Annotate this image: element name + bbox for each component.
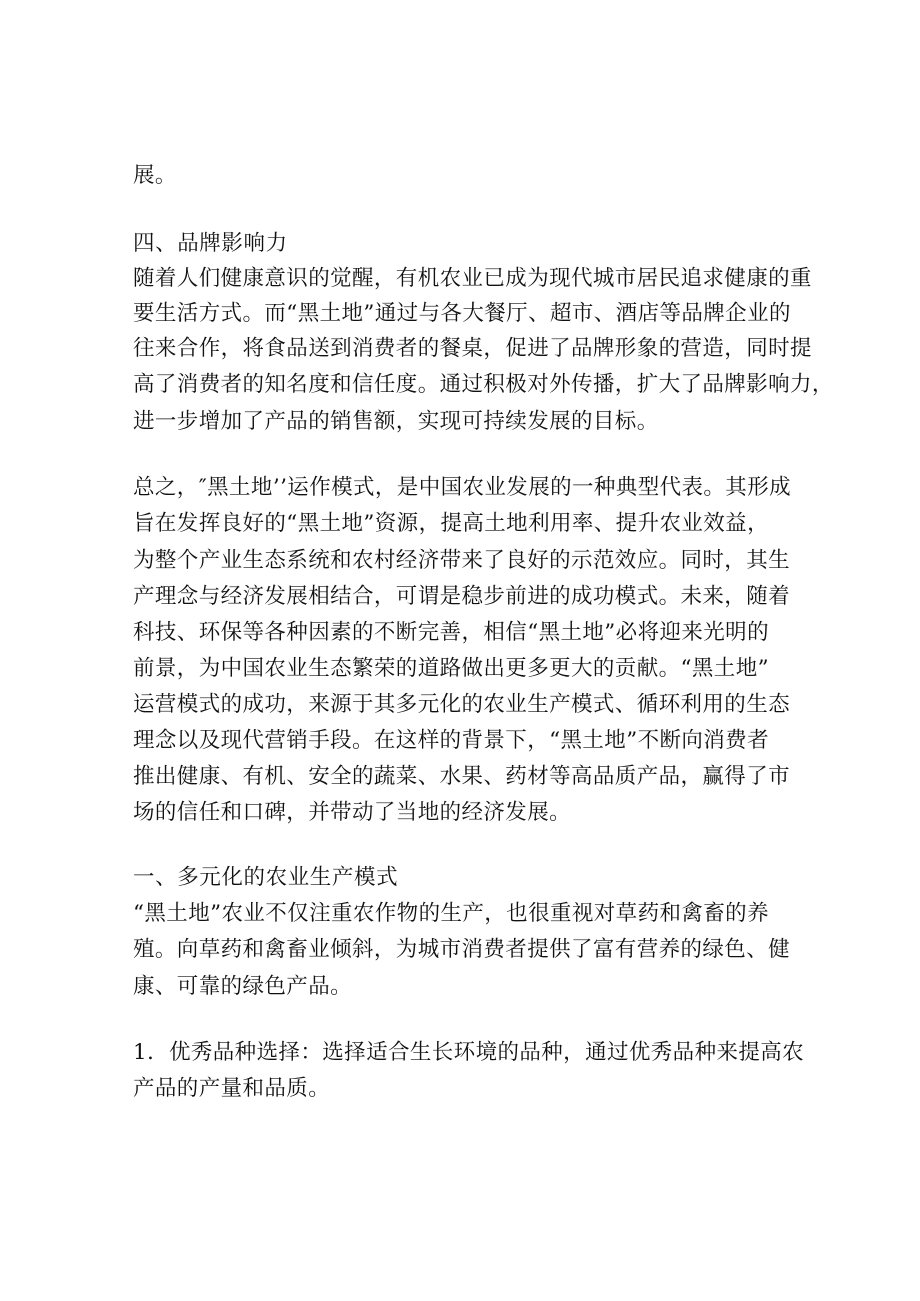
- section-4-line-1: 随着人们健康意识的觉醒，有机农业已成为现代城市居民追求健康的重: [133, 266, 812, 291]
- section-4-line-3: 往来合作，将食品送到消费者的餐桌，促进了品牌形象的营造，同时提: [133, 336, 812, 361]
- section-4-line-4: 高了消费者的知名度和信任度。通过积极对外传播，扩大了品牌影响力，: [133, 372, 834, 397]
- section-4-line-5: 进一步增加了产品的销售额，实现可持续发展的目标。: [133, 409, 659, 434]
- section-1-line-3: 康、可靠的绿色产品。: [133, 974, 353, 999]
- summary-line-3: 为整个产业生态系统和农村经济带来了良好的示范效应。同时，其生: [133, 548, 791, 573]
- item-1-line-2: 产品的产量和品质。: [133, 1076, 331, 1101]
- section-1-title: 一、多元化的农业生产模式: [133, 865, 399, 890]
- section-1-line-2: 殖。向草药和禽畜业倾斜，为城市消费者提供了富有营养的绿色、健: [133, 937, 791, 962]
- section-4-line-2: 要生活方式。而“黑土地”通过与各大餐厅、超市、酒店等品牌企业的: [133, 301, 791, 326]
- summary-line-2: 旨在发挥良好的“黑土地”资源，提高土地利用率、提升农业效益，: [133, 511, 769, 536]
- summary-line-4: 产理念与经济发展相结合，可谓是稳步前进的成功模式。未来，随着: [133, 584, 791, 609]
- summary-line-9: 推出健康、有机、安全的蔬菜、水果、药材等高品质产品，赢得了市: [133, 764, 791, 789]
- summary-line-1: 总之，″黑土地’’运作模式，是中国农业发展的一种典型代表。其形成: [133, 475, 792, 500]
- summary-line-7: 运营模式的成功，来源于其多元化的农业生产模式、循环利用的生态: [133, 692, 791, 717]
- intro-tail-text: 展。: [133, 163, 177, 188]
- summary-line-10: 场的信任和口碑，并带动了当地的经济发展。: [133, 800, 572, 825]
- item-1-line-1: 1．优秀品种选择：选择适合生长环境的品种，通过优秀品种来提高农: [133, 1040, 805, 1065]
- summary-line-5: 科技、环保等各种因素的不断完善，相信“黑土地”必将迎来光明的: [133, 620, 769, 645]
- summary-line-8: 理念以及现代营销手段。在这样的背景下，“黑土地”不断向消费者: [133, 728, 769, 753]
- section-1-line-1: “黑土地”农业不仅注重农作物的生产，也很重视对草药和禽畜的养: [133, 901, 769, 926]
- summary-line-6: 前景，为中国农业生态繁荣的道路做出更多更大的贡献。“黑土地”: [133, 656, 769, 681]
- section-4-title: 四、品牌影响力: [133, 231, 288, 256]
